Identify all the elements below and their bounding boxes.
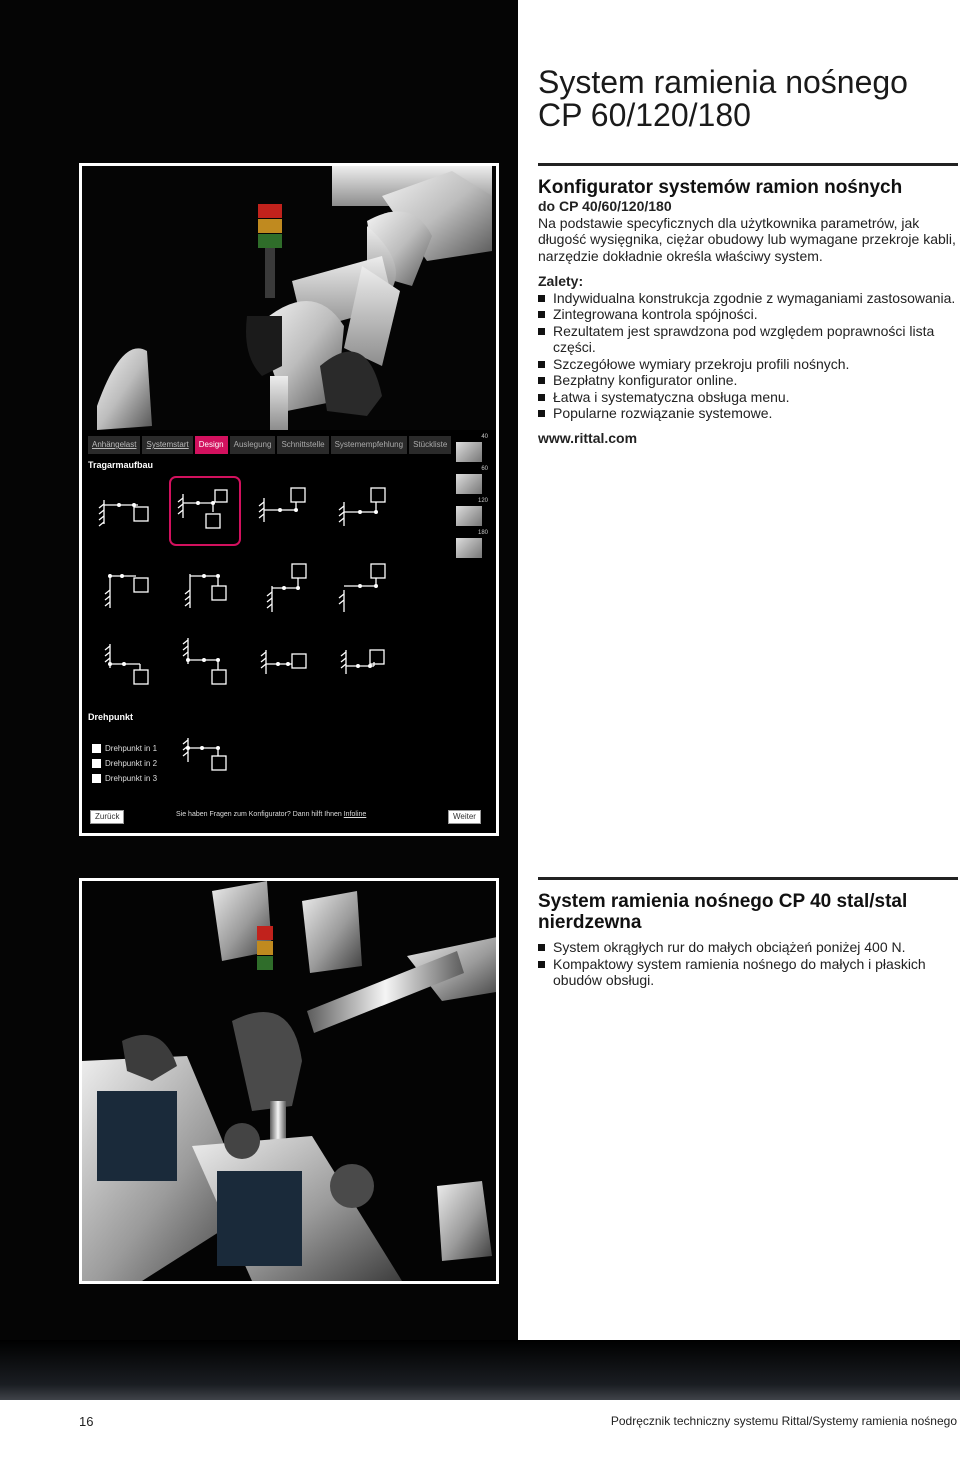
cp40-section <box>538 891 958 989</box>
size-selector <box>454 434 488 562</box>
section-divider <box>538 877 958 880</box>
back-button[interactable]: Zurück <box>90 810 124 824</box>
arm-layout-diagram-icon <box>254 556 326 626</box>
arm-layout-option[interactable] <box>254 634 326 704</box>
arm-layout-diagram-icon <box>94 480 166 550</box>
pivot-option-1[interactable] <box>92 744 157 753</box>
pivot-option-3[interactable] <box>92 774 157 783</box>
arm-layout-option[interactable] <box>94 560 166 630</box>
arm-layout-diagram-icon <box>174 560 246 630</box>
advantages-label: Zalety: <box>538 273 584 289</box>
list-item: Łatwa i systematyczna obsługa menu. <box>538 389 958 406</box>
list-item: Szczegółowe wymiary przekroju profili nośnych. <box>538 356 958 373</box>
advantages-list <box>538 290 958 422</box>
arm-layout-option[interactable] <box>334 480 406 550</box>
size-option-icon[interactable] <box>456 538 482 558</box>
arm-layout-diagram-icon <box>94 560 166 630</box>
arm-layout-diagram-icon <box>171 478 239 544</box>
pivot-option-2[interactable] <box>92 759 157 768</box>
page-title: System ramienia nośnego CP 60/120/180 <box>538 64 908 133</box>
checkbox[interactable] <box>92 744 101 753</box>
pivot-preview-diagram <box>174 732 246 802</box>
footer-text: Podręcznik techniczny systemu Rittal/Systemy ramienia nośnego <box>610 1414 957 1428</box>
pivot-heading: Drehpunkt <box>88 712 133 722</box>
size-label: 40 <box>481 434 488 440</box>
arm-layout-option[interactable] <box>334 634 406 704</box>
website-link[interactable]: www.rittal.com <box>538 429 638 446</box>
cp40-list <box>538 939 958 989</box>
arm-layout-diagram-icon <box>94 634 166 704</box>
pivot-option-label: Drehpunkt in 1 <box>105 744 158 753</box>
arm-layout-option[interactable] <box>94 480 166 550</box>
help-text <box>176 811 366 818</box>
next-button[interactable]: Weiter <box>448 810 481 824</box>
arm-layout-diagram-icon <box>334 556 406 626</box>
support-arm-photo <box>79 163 499 433</box>
list-item: Indywidualna konstrukcja zgodnie z wymaganiami zastosowania. <box>538 290 958 307</box>
configurator-subheading: do CP 40/60/120/180 <box>538 198 672 214</box>
arm-layout-diagram-icon <box>174 634 246 704</box>
configurator-tabs <box>88 436 451 454</box>
configurator-heading: Konfigurator systemów ramion nośnych <box>538 177 903 198</box>
list-item: Bezpłatny konfigurator online. <box>538 372 958 389</box>
arm-layout-diagram-icon <box>254 634 326 704</box>
arm-layout-option[interactable] <box>174 634 246 704</box>
size-option-icon[interactable] <box>456 474 482 494</box>
infoline-link[interactable]: Infoline <box>343 811 367 818</box>
list-item: Rezultatem jest sprawdzona pod względem poprawności lista części. <box>538 323 958 356</box>
checkbox[interactable] <box>92 759 101 768</box>
configurator-screenshot <box>79 430 499 836</box>
size-label: 120 <box>477 498 488 504</box>
arm-layout-option[interactable] <box>254 556 326 626</box>
arm-layout-diagram-icon <box>174 732 246 782</box>
size-label: 180 <box>477 530 488 536</box>
size-label: 60 <box>481 466 488 472</box>
configurator-description: Na podstawie specyficznych dla użytkownika parametrów, jak długość wysięgnika, ciężar obudowy lub wymagane przekroje kabli, narzędzie dokładnie określa właściwy system. <box>538 214 956 264</box>
list-item: Zintegrowana kontrola spójności. <box>538 306 958 323</box>
arm-layout-option[interactable] <box>174 560 246 630</box>
tab-design[interactable]: Design <box>195 436 228 454</box>
arm-layout-option[interactable] <box>334 556 406 626</box>
cp40-illustration <box>82 881 496 1281</box>
arm-layout-option[interactable] <box>94 634 166 704</box>
tab-systemempfehlung[interactable]: Systemempfehlung <box>331 436 407 454</box>
design-heading: Tragarmaufbau <box>88 460 154 470</box>
arm-layout-diagram-icon <box>334 634 406 704</box>
pivot-option-label: Drehpunkt in 3 <box>105 774 158 783</box>
configurator-section <box>538 177 958 446</box>
cp40-system-photo <box>79 878 499 1284</box>
tab-stueckliste[interactable]: Stückliste <box>409 436 451 454</box>
footer-area <box>0 1400 960 1467</box>
list-item: System okrągłych rur do małych obciążeń poniżej 400 N. <box>538 939 958 956</box>
size-option-icon[interactable] <box>456 506 482 526</box>
arm-layout-option-selected[interactable] <box>169 476 241 546</box>
size-option-icon[interactable] <box>456 442 482 462</box>
tab-anhaengelast[interactable]: Anhängelast <box>88 436 140 454</box>
arm-layout-diagram-icon <box>254 480 326 550</box>
page-number: 16 <box>79 1414 94 1429</box>
tab-systemstart[interactable]: Systemstart <box>142 436 192 454</box>
tab-schnittstelle[interactable]: Schnittstelle <box>277 436 328 454</box>
pivot-option-label: Drehpunkt in 2 <box>105 759 158 768</box>
tab-auslegung[interactable]: Auslegung <box>230 436 276 454</box>
section-divider <box>538 163 958 166</box>
arm-layout-diagram-icon <box>334 480 406 550</box>
support-arm-illustration <box>82 166 496 430</box>
cp40-heading: System ramienia nośnego CP 40 stal/stal nierdzewna <box>538 891 908 933</box>
arm-layout-option[interactable] <box>254 480 326 550</box>
help-question: Sie haben Fragen zum Konfigurator? Dann hilft Ihnen <box>176 811 342 818</box>
checkbox[interactable] <box>92 774 101 783</box>
list-item: Popularne rozwiązanie systemowe. <box>538 405 958 422</box>
list-item: Kompaktowy system ramienia nośnego do małych i płaskich obudów obsługi. <box>538 956 958 989</box>
